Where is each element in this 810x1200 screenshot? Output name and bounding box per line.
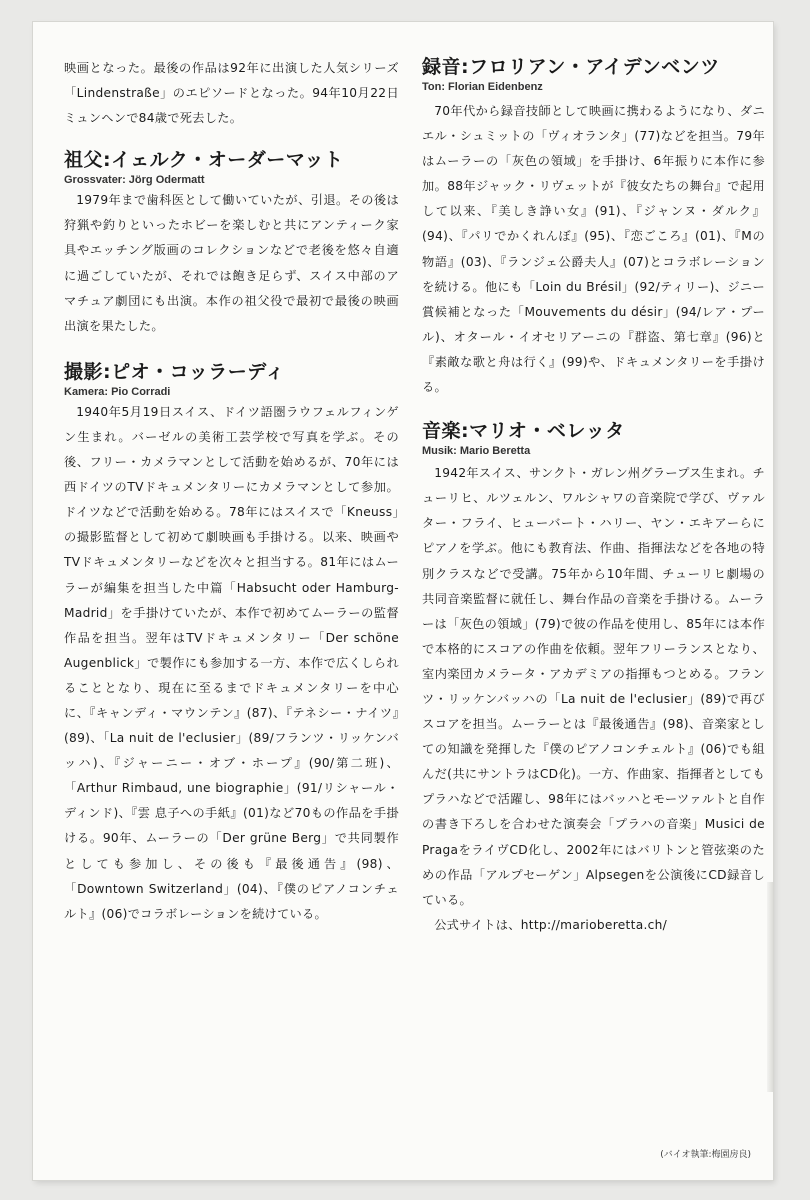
page-binding-edge — [767, 882, 773, 1092]
booklet-page — [33, 22, 773, 1180]
heading-music: 音楽:マリオ・ベレッタ — [422, 420, 625, 443]
heading-camera: 撮影:ピオ・コッラーディ — [64, 360, 285, 383]
sub-grandfather: Grossvater: Jörg Odermatt — [64, 174, 205, 187]
body-music: 1942年スイス、サンクト・ガレン州グラープス生まれ。チューリヒ、ルツェルン、ワルシャワの音楽院で学び、ヴァルター・フライ、ヒューバート・ハリー、ヤン・エキアーらにピアノを学ぶ。他にも教育法、作曲、指揮法などを各地の特別クラスなどで受講。75年から10年間、チューリヒ劇場の共同音楽監督に就任し、舞台作品の音楽を手掛ける。ムーラーは「灰色の領域」(79)で彼の作品を使用し、85年には本作で本格的にスコアの作曲を依頼。翌年フリーランスとなり、室内楽団カメラータ・アカデミアの指揮もつとめる。フランツ・リッケンバッハの「La nuit de l'eclusier」(89)で再びスコアを担当。ムーラーとは『最後通告』(98)、音楽家としての知識を発揮した『僕のピアノコンチェルト』(06)でも組んだ(共にサントラはCD化)。一方、作曲家、指揮者としてもプラハなどで活躍し、98年にはバッハとモーツァルトと自作の書き下ろしを合わせた演奏会「プラハの音楽」Musici de PragaをライヴCD化し、2002年にはバリトンと管弦楽のための作品「アルプセーゲン」Alpsegenを公演後にCD録音している。 — [422, 466, 765, 907]
sub-music: Musik: Mario Beretta — [422, 445, 531, 458]
intro-text: 映画となった。最後の作品は92年に出演した人気シリーズ「Lindenstraße」のエピソードとなった。94年10月22日ミュンヘンで84歳で死去した。 — [64, 61, 399, 126]
body-sound: 70年代から録音技師として映画に携わるようになり、ダニエル・シュミットの「ヴィオランタ」(77)などを担当。79年はムーラーの「灰色の領域」を手掛け、6年振りに本作に参加。88年ジャック・リヴェットが『彼女たちの舞台』で起用して以来、『美しき諍い女』(91)、『ジャンヌ・ダルク』(94)、『パリでかくれんぼ』(95)、『恋ごころ』(01)、『Mの物語』(03)、『ランジェ公爵夫人』(07)とコラボレーションを続ける。他にも「Loin du Brésil」(92/ティリー)、ジニー賞候補となった「Mouvements du désir」(94/レア・プール)、オタール・イオセリアーニの『群盗、第七章』(96)と『素敵な歌と舟は行く』(99)や、ドキュメンタリーを手掛ける。 — [422, 104, 765, 395]
official-site: 公式サイトは、http://marioberetta.ch/ — [434, 917, 668, 932]
heading-grandfather: 祖父:イェルク・オーダーマット — [64, 149, 344, 172]
sub-sound: Ton: Florian Eidenbenz — [422, 81, 543, 93]
heading-sound: 録音:フロリアン・アイデンベンツ — [422, 56, 720, 78]
body-grandfather: 1979年まで歯科医として働いていたが、引退。その後は狩猟や釣りといったホビーを楽しむと共にアンティーク家具やエッチング版画のコレクションなどで老後を悠々自適に過ごしていたが、それでは飽き足らず、スイス中部のアマチュア劇団にも出演。本作の祖父役で最初で最後の映画出演を果たした。 — [64, 193, 399, 333]
left-column — [64, 22, 399, 927]
bio-credit: (バイオ執筆:梅園房良) — [660, 1150, 751, 1160]
right-column — [422, 22, 765, 938]
sub-camera: Kamera: Pio Corradi — [64, 385, 171, 398]
body-camera: 1940年5月19日スイス、ドイツ語圏ラウフェルフィンゲン生まれ。バーゼルの美術工芸学校で写真を学ぶ。その後、フリー・カメラマンとして活動を始めるが、70年には西ドイツのTVドキュメンタリーにカメラマンとして参加。ドイツなどで活動を始める。78年にはスイスで「Kneuss」の撮影監督として初めて劇映画も手掛ける。以来、映画やTVドキュメンタリーなどを次々と担当する。81年にはムーラーが編集を担当した中篇「Habsucht oder Hamburg-Madrid」を手掛けていたが、本作で初めてムーラーの監督作品を担当。翌年はTVドキュメンタリー「Der schöne Augenblick」で製作にも参加する一方、本作で広くしられることとなり、現在に至るまでドキュメンタリーを中心に、『キャンディ・マウンテン』(87)、『テネシー・ナイツ』(89)、「La nuit de l'eclusier」(89/フランツ・リッケンバッハ)、『ジャーニー・オブ・ホープ』(90/第二班)、「Arthur Rimbaud, une biographie」(91/リシャール・ディンド)、『雲 息子への手紙』(01)など70もの作品を手掛ける。90年、ムーラーの「Der grüne Berg」で共同製作としても参加し、その後も『最後通告』(98)、「Downtown Switzerland」(04)、『僕のピアノコンチェルト』(06)でコラボレーションを続けている。 — [64, 404, 399, 921]
